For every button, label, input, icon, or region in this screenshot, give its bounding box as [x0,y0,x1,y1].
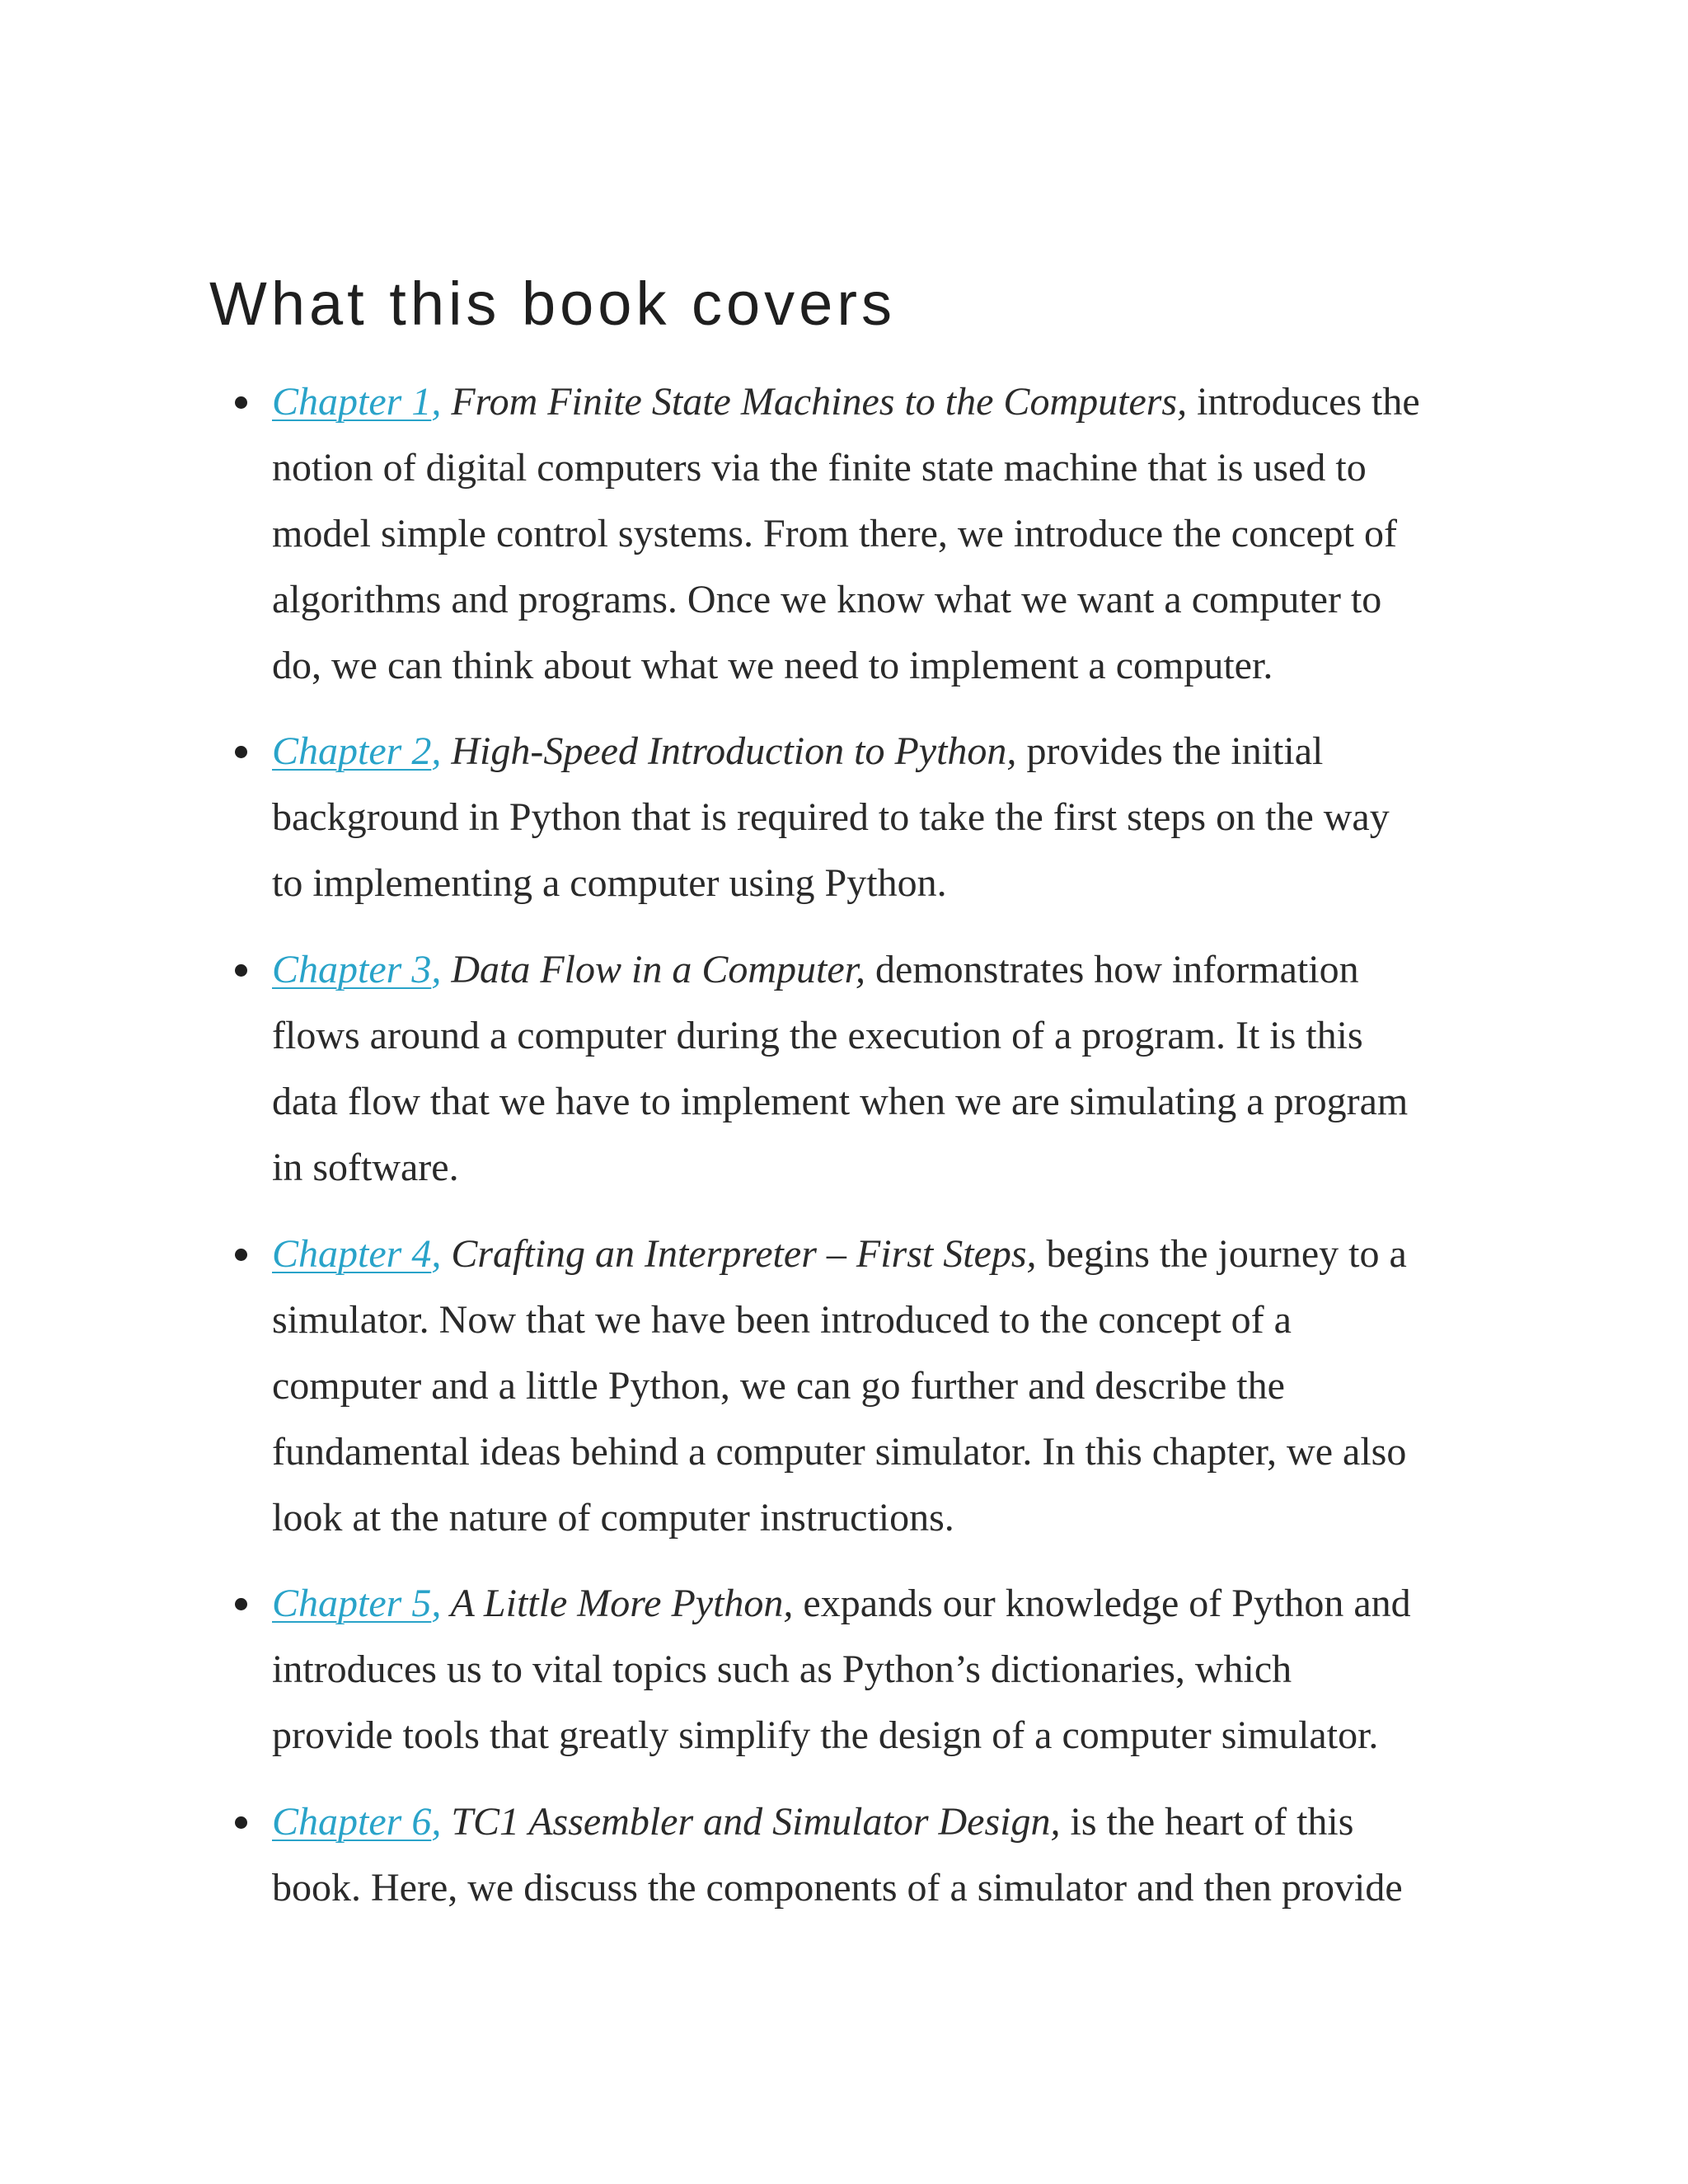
item-line [272,1221,1508,1287]
chapter-3-link[interactable]: Chapter 3 [272,948,432,991]
item-text: begins the journey to a [1036,1232,1407,1276]
chapter-2-link[interactable]: Chapter 2 [272,729,432,773]
item-line [272,1789,1508,1855]
chapter-list-item-1 [272,369,1508,699]
bullet-dot-icon [235,964,247,977]
item-line: simulator. Now that we have been introduced to the concept of a [272,1298,1292,1342]
chapter-title: TC1 Assembler and Simulator Design, [441,1800,1061,1844]
chapter-6-link[interactable]: Chapter 6 [272,1800,432,1844]
chapter-list-item-4 [272,1221,1508,1551]
item-line [272,937,1508,1003]
chapter-title: From Finite State Machines to the Computers, [441,380,1188,424]
comma: , [431,380,442,424]
chapter-list-item-3 [272,937,1508,1201]
chapter-title: High-Speed Introduction to Python, [441,729,1017,773]
chapter-5-link[interactable]: Chapter 5 [272,1582,432,1625]
item-line [272,1571,1508,1637]
bullet-dot-icon [235,1598,247,1610]
chapter-list-item-5 [272,1571,1508,1769]
item-line: flows around a computer during the execution of a program. It is this [272,1014,1363,1057]
item-line: computer and a little Python, we can go further and describe the [272,1364,1285,1408]
item-text: is the heart of this [1060,1800,1354,1844]
bullet-dot-icon [235,1816,247,1829]
item-text: introduces the [1187,380,1420,424]
item-line: introduces us to vital topics such as Python’s dictionaries, which [272,1647,1292,1691]
item-line: to implementing a computer using Python. [272,861,947,905]
item-line: do, we can think about what we need to implement a computer. [272,644,1273,687]
comma: , [431,1800,442,1844]
comma: , [431,948,442,991]
bullet-dot-icon [235,746,247,758]
comma: , [431,729,442,773]
item-line [272,719,1508,785]
chapter-4-link[interactable]: Chapter 4 [272,1232,432,1276]
section-heading: What this book covers [209,269,896,338]
item-line: background in Python that is required to take the first steps on the way [272,795,1390,839]
item-line: data flow that we have to implement when we are simulating a program [272,1080,1409,1123]
item-line [272,369,1508,435]
chapter-1-link[interactable]: Chapter 1 [272,380,432,424]
item-text: expands our knowledge of Python and [793,1582,1411,1625]
item-line: in software. [272,1146,459,1189]
item-line: notion of digital computers via the finite state machine that is used to [272,446,1367,490]
chapter-title: Crafting an Interpreter – First Steps, [441,1232,1037,1276]
chapter-title: Data Flow in a Computer, [441,948,866,991]
bullet-dot-icon [235,1249,247,1261]
chapter-list-item-6 [272,1789,1508,1921]
item-line: algorithms and programs. Once we know what we want a computer to [272,578,1382,621]
comma: , [431,1582,442,1625]
item-line: provide tools that greatly simplify the design of a computer simulator. [272,1713,1379,1757]
item-line: model simple control systems. From there, we introduce the concept of [272,512,1397,555]
chapter-list-item-2 [272,719,1508,916]
item-line: book. Here, we discuss the components of a simulator and then provide [272,1866,1403,1910]
item-line: look at the nature of computer instructions. [272,1496,954,1540]
item-text: demonstrates how information [865,948,1359,991]
item-text: provides the initial [1016,729,1324,773]
chapter-title: A Little More Python, [441,1582,794,1625]
comma: , [431,1232,442,1276]
bullet-dot-icon [235,396,247,409]
item-line: fundamental ideas behind a computer simulator. In this chapter, we also [272,1430,1407,1474]
